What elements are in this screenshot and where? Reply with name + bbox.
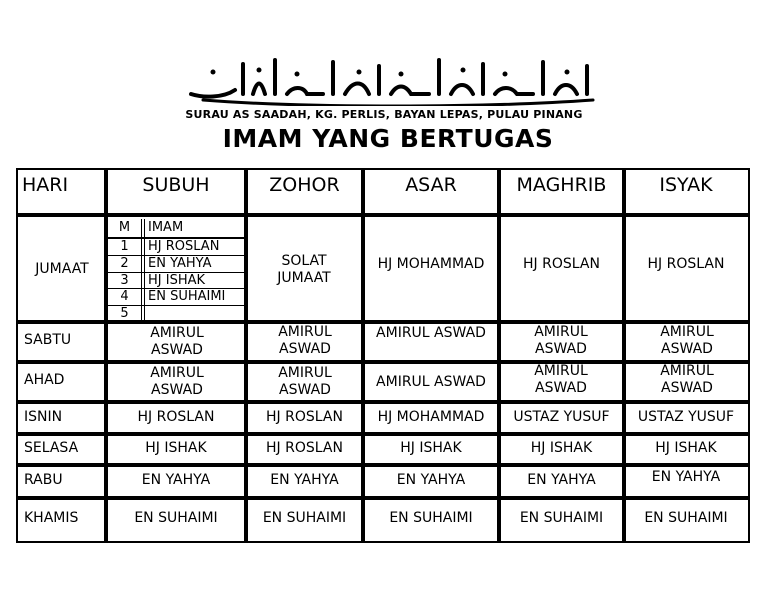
- day-khamis: KHAMIS: [24, 509, 79, 526]
- page-title: IMAM YANG BERTUGAS: [222, 124, 554, 153]
- document-header: [0, 0, 768, 160]
- selasa-zohor: HJ ROSLAN: [266, 439, 343, 456]
- ahad-subuh: AMIRUL ASWAD: [150, 365, 204, 398]
- rule-below-sabtu: [18, 360, 748, 364]
- jumaat-asar: HJ MOHAMMAD: [377, 255, 485, 272]
- isnin-zohor: HJ ROSLAN: [266, 408, 343, 425]
- sabtu-zohor: AMIRUL ASWAD: [278, 324, 332, 357]
- header-hari: HARI: [22, 174, 69, 196]
- ahad-zohor: AMIRUL ASWAD: [278, 365, 332, 398]
- jumaat-zohor: SOLAT JUMAAT: [277, 252, 331, 286]
- khamis-isyak: EN SUHAIMI: [644, 509, 728, 526]
- rabu-subuh: EN YAHYA: [141, 471, 211, 488]
- page-subtitle: SURAU AS SAADAH, KG. PERLIS, BAYAN LEPAS, PULAU PINANG: [185, 108, 583, 121]
- rule-below-ahad: [18, 400, 748, 404]
- sabtu-maghrib: AMIRUL ASWAD: [534, 324, 588, 357]
- rule-below-header: [18, 213, 748, 217]
- day-jumaat: JUMAAT: [35, 261, 89, 277]
- khamis-subuh: EN SUHAIMI: [134, 509, 218, 526]
- isnin-asar: HJ MOHAMMAD: [377, 408, 485, 425]
- selasa-asar: HJ ISHAK: [400, 439, 462, 456]
- header-asar: ASAR: [405, 174, 457, 196]
- day-ahad: AHAD: [24, 371, 65, 388]
- list-item: 2 EN YAHYA: [120, 256, 212, 271]
- rabu-maghrib: EN YAHYA: [527, 471, 596, 488]
- rabu-isyak: EN YAHYA: [651, 468, 721, 485]
- rabu-zohor: EN YAHYA: [270, 471, 339, 488]
- ahad-isyak: AMIRUL ASWAD: [660, 363, 714, 396]
- sabtu-isyak: AMIRUL ASWAD: [660, 324, 714, 357]
- arabic-calligraphy-logo: [183, 50, 599, 106]
- rule-below-isnin: [18, 432, 748, 436]
- sabtu-subuh: AMIRUL ASWAD: [150, 325, 204, 358]
- sabtu-asar: AMIRUL ASWAD: [376, 325, 486, 341]
- ahad-maghrib: AMIRUL ASWAD: [534, 363, 588, 396]
- jumaat-subuh-list: [108, 219, 246, 322]
- jumaat-isyak: HJ ROSLAN: [647, 255, 725, 272]
- selasa-subuh: HJ ISHAK: [145, 439, 207, 456]
- day-isnin: ISNIN: [24, 408, 63, 425]
- header-zohor: ZOHOR: [269, 174, 340, 196]
- isnin-isyak: USTAZ YUSUF: [637, 408, 735, 425]
- list-header: M IMAM: [118, 220, 184, 235]
- selasa-maghrib: HJ ISHAK: [530, 439, 593, 456]
- day-sabtu: SABTU: [24, 331, 72, 348]
- ahad-asar: AMIRUL ASWAD: [376, 373, 486, 390]
- khamis-asar: EN SUHAIMI: [389, 509, 473, 526]
- list-item: 3 HJ ISHAK: [120, 273, 206, 288]
- jumaat-maghrib: HJ ROSLAN: [523, 255, 600, 272]
- khamis-zohor: EN SUHAIMI: [262, 509, 347, 526]
- day-selasa: SELASA: [24, 439, 79, 456]
- list-item: 1 HJ ROSLAN: [120, 239, 220, 254]
- isnin-maghrib: USTAZ YUSUF: [513, 408, 610, 425]
- header-isyak: ISYAK: [659, 174, 713, 196]
- rule-below-rabu: [18, 496, 748, 500]
- day-rabu: RABU: [24, 471, 63, 488]
- selasa-isyak: HJ ISHAK: [655, 439, 717, 456]
- list-item: 4 EN SUHAIMI: [120, 289, 226, 304]
- header-maghrib: MAGHRIB: [516, 174, 607, 196]
- isnin-subuh: HJ ROSLAN: [137, 408, 215, 425]
- rabu-asar: EN YAHYA: [396, 471, 466, 488]
- header-subuh: SUBUH: [142, 174, 210, 196]
- list-item: 5: [120, 306, 129, 321]
- khamis-maghrib: EN SUHAIMI: [519, 509, 604, 526]
